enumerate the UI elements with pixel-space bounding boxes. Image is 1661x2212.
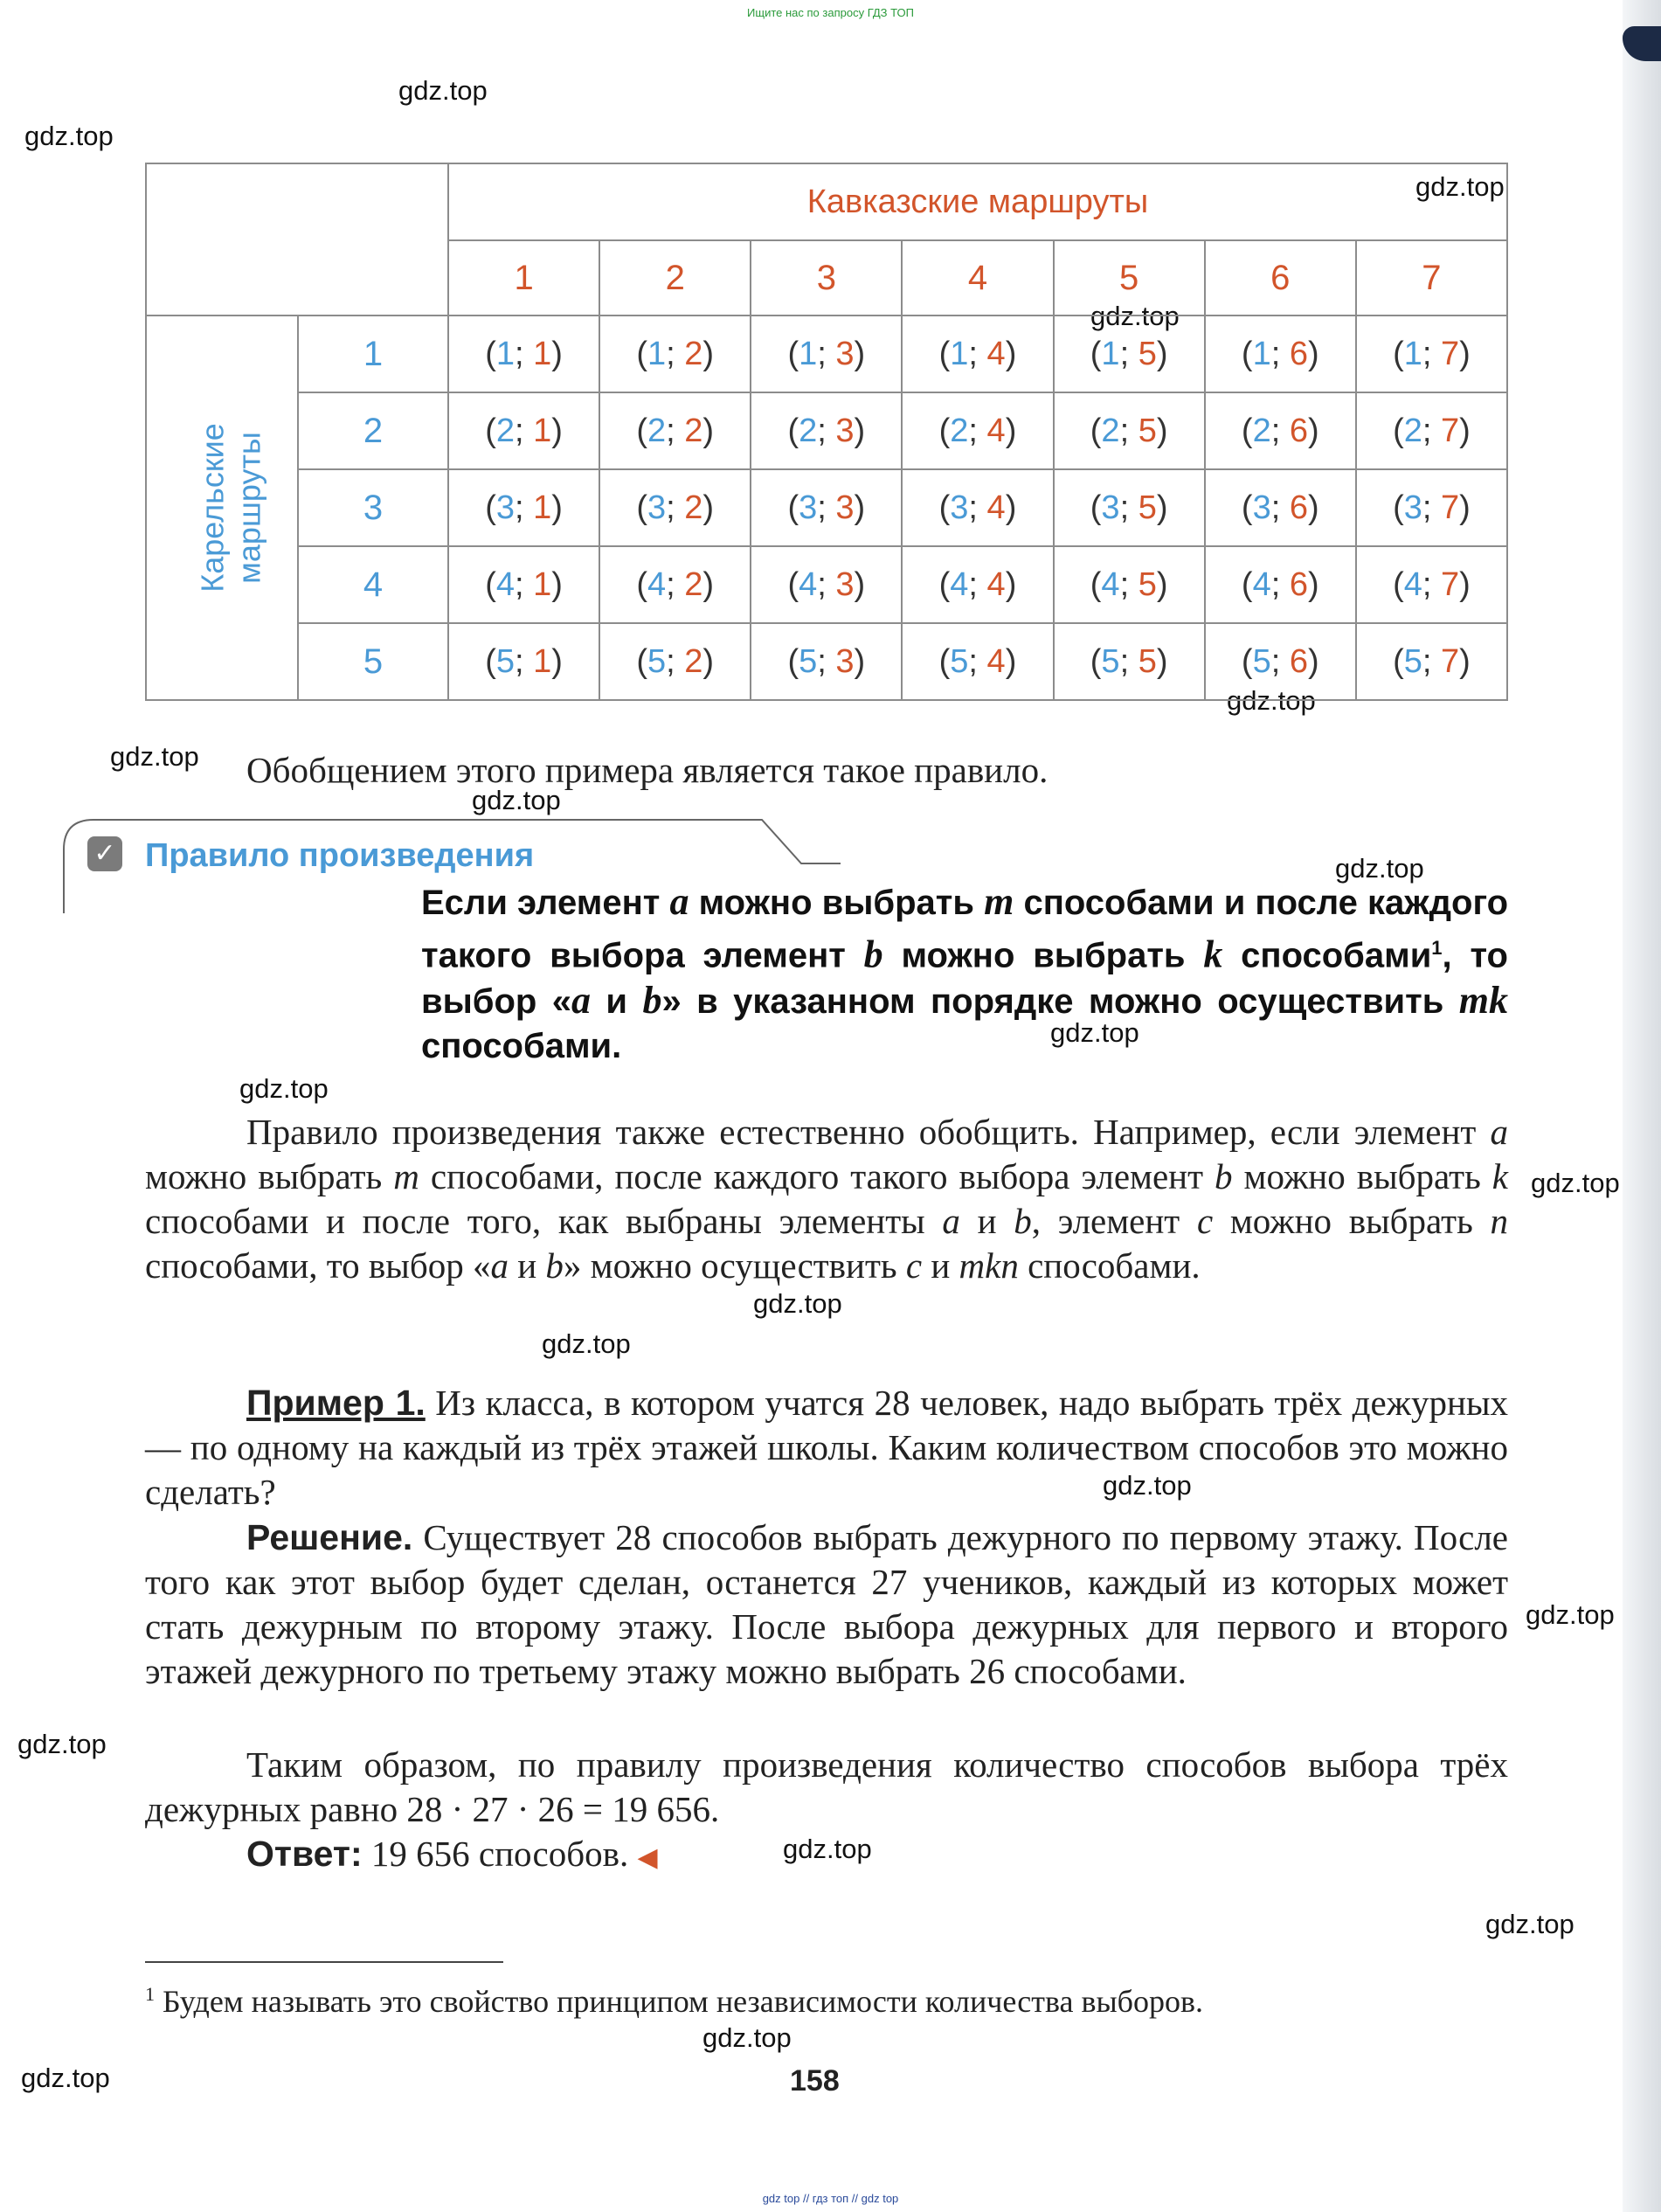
answer-line: Ответ: 19 656 способов. ◀ <box>246 1834 658 1874</box>
pair-cell: (5; 4) <box>902 623 1053 700</box>
page-number: 158 <box>790 2064 840 2098</box>
watermark: gdz.top <box>1335 853 1424 884</box>
solution-label: Решение. <box>246 1517 413 1557</box>
watermark: gdz.top <box>1485 1909 1574 1939</box>
pair-cell: (4; 7) <box>1356 546 1507 623</box>
watermark: gdz.top <box>239 1073 329 1104</box>
pair-cell: (3; 5) <box>1054 469 1205 546</box>
pair-cell: (4; 4) <box>902 546 1053 623</box>
pair-cell: (5; 3) <box>751 623 902 700</box>
row-number: 3 <box>298 469 448 546</box>
answer-label: Ответ: <box>246 1834 363 1874</box>
watermark: gdz.top <box>1415 171 1505 202</box>
pair-cell: (3; 2) <box>599 469 751 546</box>
watermark: gdz.top <box>21 2063 110 2093</box>
column-number: 4 <box>902 240 1053 316</box>
watermark: gdz.top <box>1227 685 1316 716</box>
pair-cell: (2; 7) <box>1356 392 1507 469</box>
column-number: 7 <box>1356 240 1507 316</box>
pair-cell: (2; 2) <box>599 392 751 469</box>
pair-cell: (4; 3) <box>751 546 902 623</box>
footnote-ref: 1 <box>1431 937 1443 959</box>
watermark: gdz.top <box>472 785 561 815</box>
example-paragraph: Пример 1. Из класса, в котором учатся 28 человек, надо выбрать трёх дежурных — по одному на каждый из трёх этажей школы. Каким количеством способов это можно сделать? <box>145 1383 1508 1512</box>
pair-cell: (1; 4) <box>902 316 1053 392</box>
watermark: gdz.top <box>1090 301 1180 331</box>
row-number: 4 <box>298 546 448 623</box>
pair-cell: (4; 6) <box>1205 546 1356 623</box>
rule-text: Если элемент a можно выбрать m способами и после каждого такого выбора элемент b можно выбрать k способами$^1$, то выбор «a и b» в указанном порядке можно осуществить mk способами. <box>421 880 1509 1066</box>
column-number: 3 <box>751 240 902 316</box>
generalization-paragraph: Правило произведения также естественно обобщить. Например, если элемент a можно выбрать m способами, после каждого такого выбора элемент b можно выбрать k способами и после того, как выбраны элементы a и b, элемент c можно выбрать n способами, то выбор «a и b» можно осуществить c и mkn способами. <box>145 1112 1508 1286</box>
header-note: Ищите нас по запросу ГДЗ ТОП <box>747 6 914 19</box>
watermark: gdz.top <box>1050 1017 1139 1048</box>
pair-cell: (2; 3) <box>751 392 902 469</box>
watermark: gdz.top <box>783 1834 872 1864</box>
watermark: gdz.top <box>542 1328 631 1359</box>
column-number: 6 <box>1205 240 1356 316</box>
pair-cell: (5; 6) <box>1205 623 1356 700</box>
pair-cell: (5; 7) <box>1356 623 1507 700</box>
pair-cell: (3; 6) <box>1205 469 1356 546</box>
column-number: 5 <box>1054 240 1205 316</box>
pair-cell: (1; 3) <box>751 316 902 392</box>
pair-cell: (5; 5) <box>1054 623 1205 700</box>
watermark: gdz.top <box>398 75 488 106</box>
watermark: gdz.top <box>753 1288 842 1319</box>
pair-cell: (4; 5) <box>1054 546 1205 623</box>
pair-cell: (2; 5) <box>1054 392 1205 469</box>
solution-paragraph: Решение. Существует 28 способов выбрать дежурного по первому этажу. После того как этот выбор будет сделан, останется 27 учеников, каждый из которых может стать дежурным по второму этажу. После выбора дежурных для первого и второго этажей дежурного по третьему этажу можно выбрать 26 способами. <box>145 1517 1508 1691</box>
intro-sentence: Обобщением этого примера является такое правило. <box>246 750 1049 790</box>
pair-cell: (5; 1) <box>448 623 599 700</box>
pair-cell: (4; 2) <box>599 546 751 623</box>
pair-cell: (3; 1) <box>448 469 599 546</box>
pair-cell: (2; 6) <box>1205 392 1356 469</box>
column-number: 1 <box>448 240 599 316</box>
pair-cell: (1; 2) <box>599 316 751 392</box>
row-group-header-line: маршруты <box>231 432 267 584</box>
pair-cell: (1; 6) <box>1205 316 1356 392</box>
watermark: gdz.top <box>1531 1168 1620 1198</box>
check-icon: ✓ <box>87 836 122 871</box>
pair-cell: (1; 5) <box>1054 316 1205 392</box>
footnote-divider <box>145 1961 503 1963</box>
row-number: 1 <box>298 316 448 392</box>
row-group-header <box>146 316 298 700</box>
watermark: gdz.top <box>702 2022 792 2053</box>
column-number: 2 <box>599 240 751 316</box>
row-number: 2 <box>298 392 448 469</box>
pair-cell: (2; 4) <box>902 392 1053 469</box>
pair-cell: (1; 1) <box>448 316 599 392</box>
row-number: 5 <box>298 623 448 700</box>
row-group-header-line: Карельские <box>194 423 231 593</box>
watermark: gdz.top <box>110 741 199 772</box>
footer-note: gdz top // гдз топ // gdz top <box>762 2192 899 2205</box>
pair-cell: (5; 2) <box>599 623 751 700</box>
pair-cell: (2; 1) <box>448 392 599 469</box>
routes-table <box>145 163 1508 701</box>
pair-cell: (3; 4) <box>902 469 1053 546</box>
end-of-solution-icon: ◀ <box>637 1843 658 1872</box>
page-edge-shadow <box>1623 0 1661 2212</box>
pair-cell: (3; 3) <box>751 469 902 546</box>
footnote: $^1$ Будем называть это свойство принципом независимости количества выборов. <box>145 1983 1203 2019</box>
watermark: gdz.top <box>1526 1599 1615 1630</box>
table-corner-cell <box>146 163 448 316</box>
example-label: Пример 1. <box>246 1383 426 1423</box>
pair-cell: (3; 7) <box>1356 469 1507 546</box>
watermark: gdz.top <box>24 121 114 151</box>
pair-cell: (1; 7) <box>1356 316 1507 392</box>
column-group-header: Кавказские маршруты <box>448 163 1507 240</box>
rule-title: Правило произведения <box>145 837 535 874</box>
watermark: gdz.top <box>17 1729 107 1759</box>
pair-rows <box>146 316 1507 700</box>
watermark: gdz.top <box>1103 1470 1192 1501</box>
pair-cell: (4; 1) <box>448 546 599 623</box>
conclusion-paragraph: Таким образом, по правилу произведения количество способов выбора трёх дежурных равно 28 · 27 · 26 = 19 656. <box>145 1744 1508 1829</box>
